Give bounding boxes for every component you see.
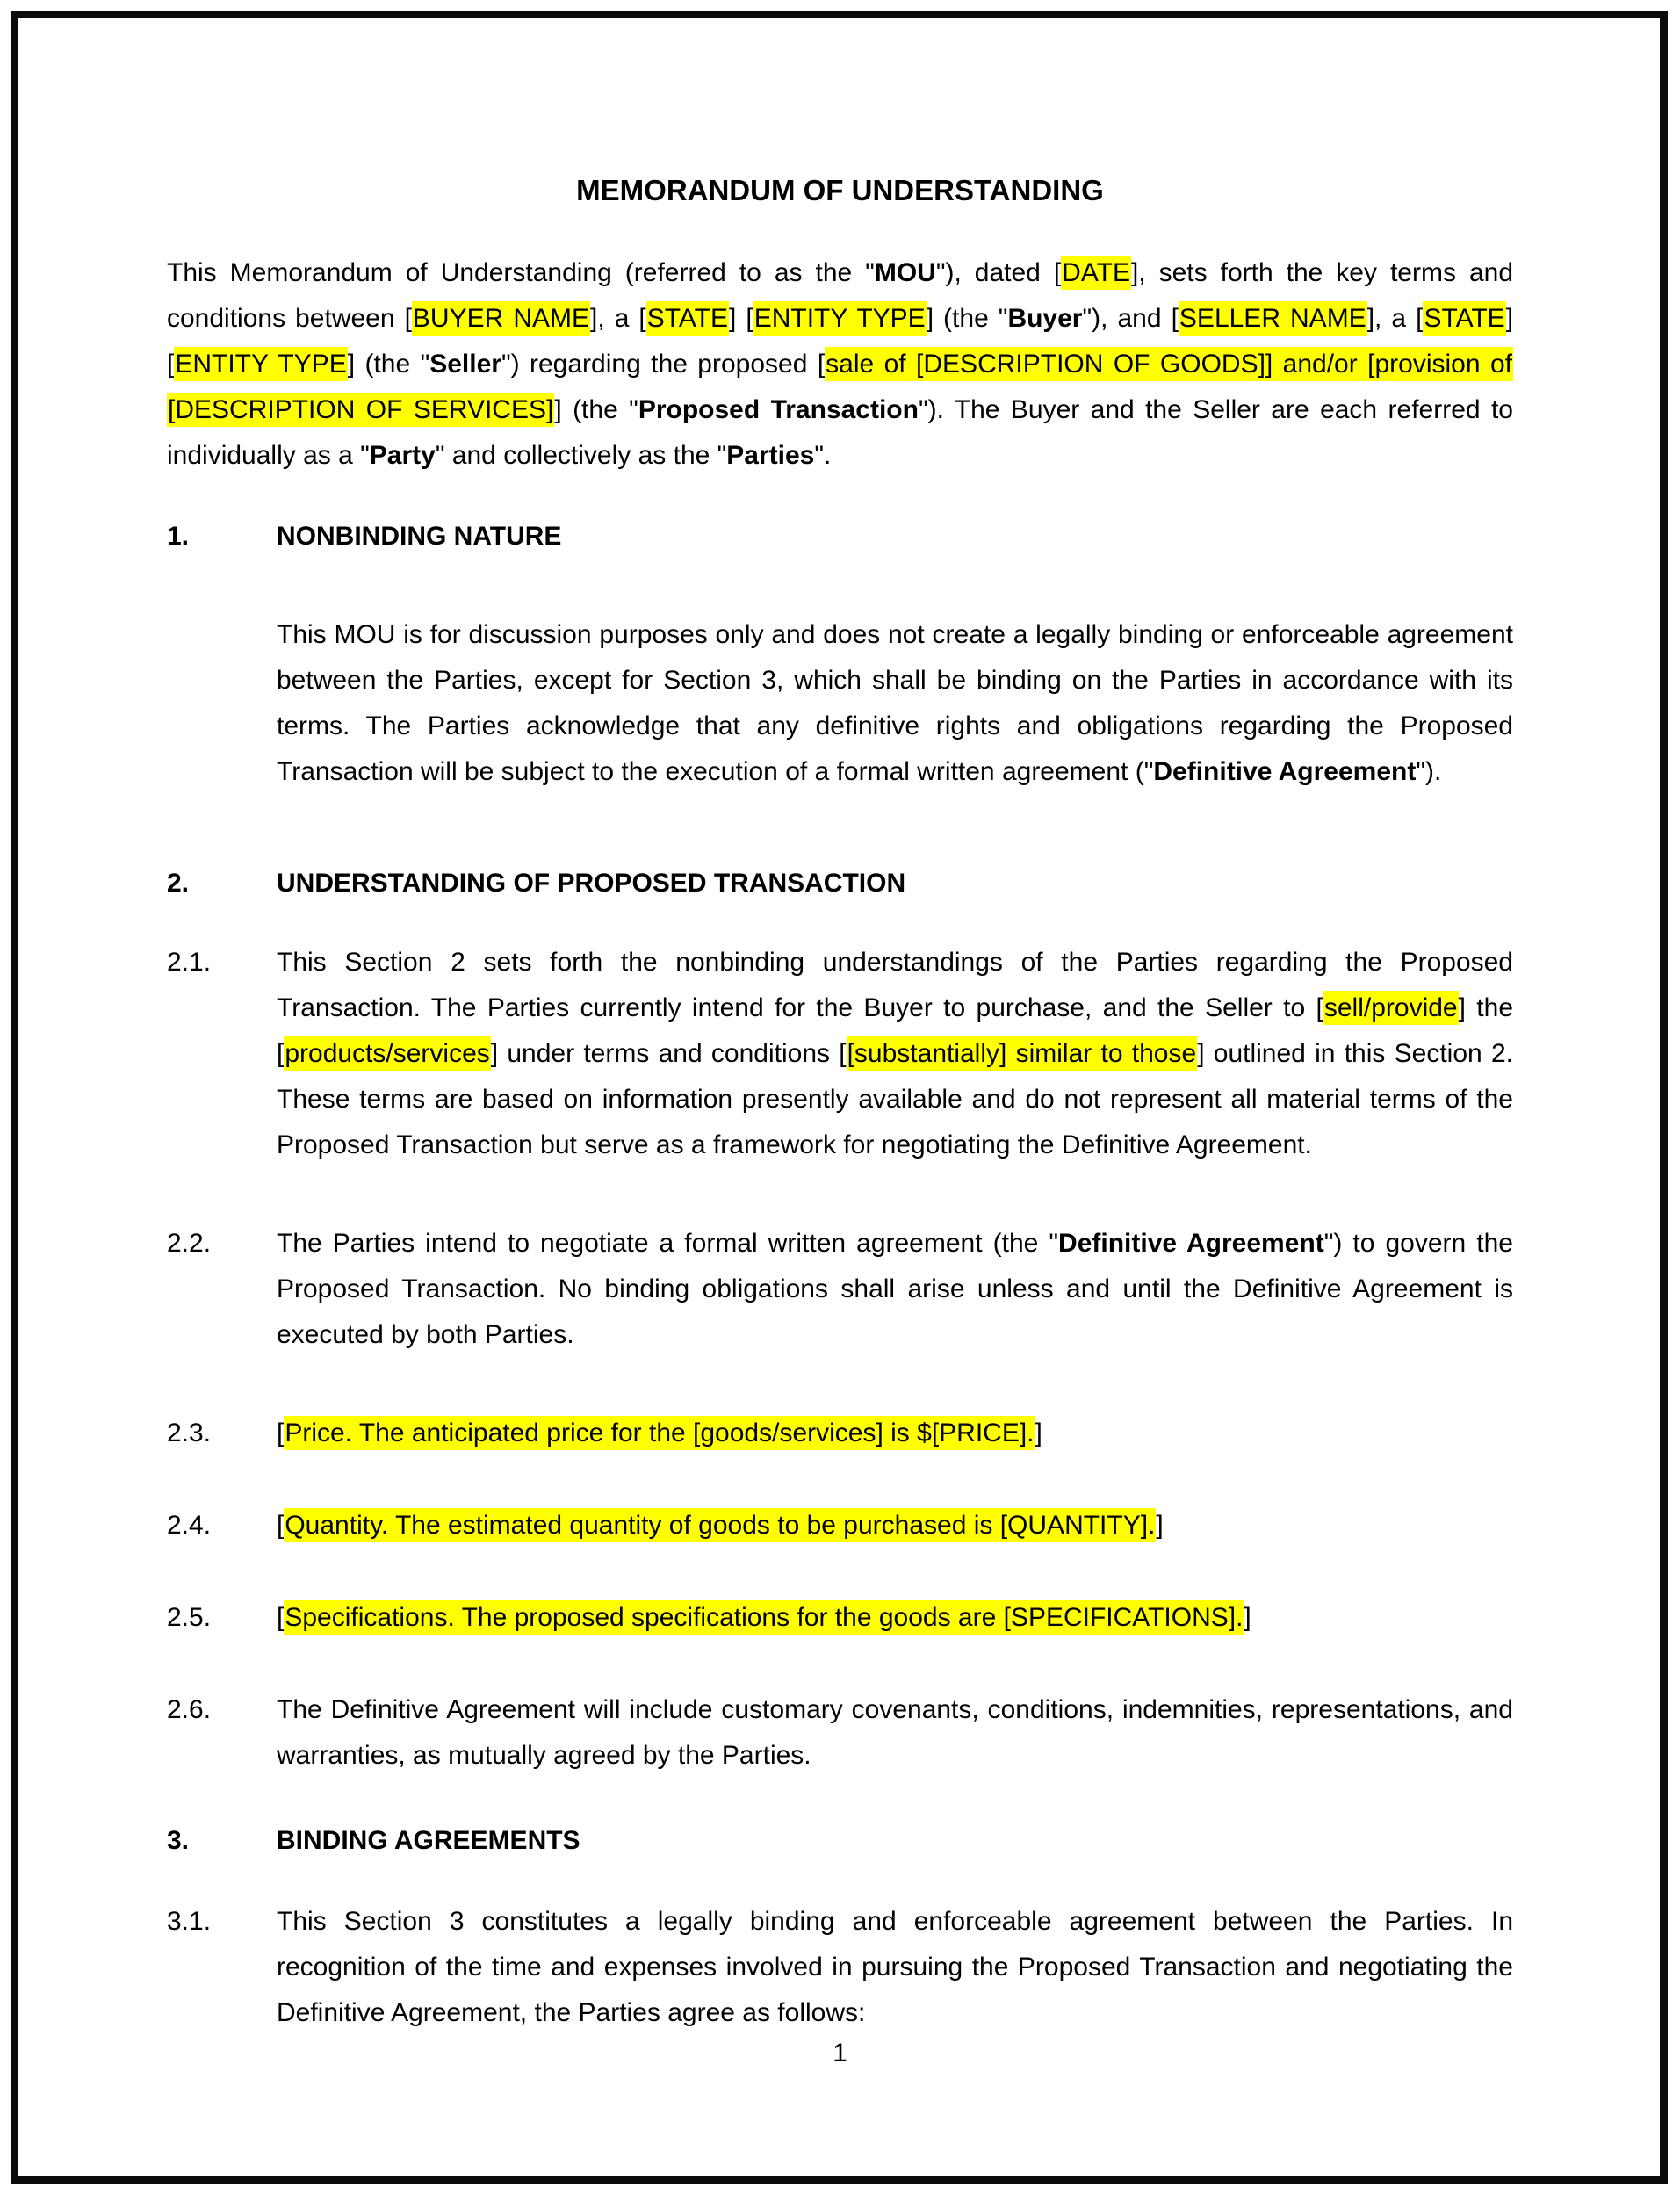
- page-content: [167, 165, 1513, 2076]
- text-run: ], sets forth the key terms and conditions between [: [167, 258, 1514, 333]
- text-run: ], a [: [1366, 304, 1424, 333]
- numbered-paragraph: [167, 940, 1513, 1168]
- text-run: ") regarding the proposed [: [501, 350, 826, 379]
- text-run: ]: [1156, 1511, 1164, 1540]
- clause-number: 2.6.: [167, 1695, 212, 1724]
- section-number: 1.: [167, 522, 190, 551]
- numbered-paragraph: [167, 1411, 1513, 1456]
- indented-paragraph: [167, 612, 1513, 795]
- numbered-paragraph: [167, 1687, 1513, 1779]
- text-run: Seller: [429, 350, 501, 379]
- clause-text: [277, 1595, 1513, 1641]
- text-run: ] the [: [277, 993, 1514, 1068]
- text-run: ").: [1416, 757, 1442, 786]
- text-run: This Section 3 constitutes a legally binding and enforceable agreement between the Parties. In recognition of the time and expenses involved in pursuing the Proposed Transaction and negotiating the Definitive Agreement, the Parties agree as follows:: [277, 1907, 1513, 2027]
- highlighted-text-run: BUYER NAME: [412, 301, 590, 336]
- text-run: This MOU is for discussion purposes only and does not create a legally binding or enforceable agreement between the Parties, except for Section 3, which shall be binding on the Parties in accordance with its terms. The Parties acknowledge that any definitive rights and obligations regarding the Proposed Transaction will be subject to the execution of a formal written agreement (": [277, 620, 1513, 786]
- text-run: Proposed Transaction: [638, 395, 919, 424]
- numbered-paragraph: [167, 1899, 1513, 2036]
- text-run: " and collectively as the ": [435, 441, 727, 470]
- section-heading-text: NONBINDING NATURE: [277, 522, 562, 551]
- clause-text: [277, 1687, 1513, 1779]
- highlighted-text-run: Specifications. The proposed specifications for the goods are [SPECIFICATIONS].: [284, 1600, 1244, 1635]
- text-run: [: [277, 1419, 285, 1448]
- paragraph-text: [277, 612, 1513, 795]
- highlighted-text-run: ENTITY TYPE: [174, 347, 347, 381]
- highlighted-text-run: products/services: [284, 1036, 490, 1071]
- clause-text: [277, 1503, 1513, 1549]
- text-run: This Memorandum of Understanding (referred to as the ": [167, 258, 875, 287]
- text-run: [: [277, 1511, 285, 1540]
- clause-number: 2.3.: [167, 1419, 212, 1448]
- numbered-paragraph: [167, 1595, 1513, 1641]
- clause-text: [277, 1411, 1513, 1456]
- highlighted-text-run: [substantially] similar to those: [847, 1036, 1198, 1071]
- clause-number: 2.5.: [167, 1603, 212, 1632]
- text-run: Buyer: [1007, 304, 1083, 333]
- highlighted-text-run: Price. The anticipated price for the [goods/services] is $[PRICE].: [284, 1416, 1035, 1450]
- page-number: 1: [833, 2039, 847, 2068]
- paragraph: [167, 250, 1513, 479]
- text-run: ], a [: [590, 304, 646, 333]
- clause-text: [277, 940, 1513, 1168]
- text-run: ] (the ": [554, 395, 638, 424]
- highlighted-text-run: DATE: [1061, 256, 1131, 290]
- highlighted-text-run: STATE: [1423, 301, 1505, 336]
- section-heading: [167, 861, 1513, 906]
- text-run: ] (the ": [347, 350, 430, 379]
- clause-number: 2.1.: [167, 948, 212, 977]
- text-run: Parties: [726, 441, 815, 470]
- clause-text: [277, 1221, 1513, 1358]
- text-run: This Section 2 sets forth the nonbinding understandings of the Parties regarding the Proposed Transaction. The Parties currently intend for the Buyer to purchase, and the Seller to [: [277, 948, 1513, 1022]
- document-body: [167, 250, 1513, 2036]
- text-run: "), dated [: [935, 258, 1062, 287]
- section-heading-text: BINDING AGREEMENTS: [277, 1826, 580, 1855]
- text-run: The Definitive Agreement will include customary covenants, conditions, indemnities, representations, and warranties, as mutually agreed by the Parties.: [277, 1695, 1513, 1770]
- numbered-paragraph: [167, 1503, 1513, 1549]
- clause-number: 3.1.: [167, 1907, 212, 1936]
- text-run: ") to govern the Proposed Transaction. No binding obligations shall arise unless and until the Definitive Agreement is executed by both Parties.: [277, 1229, 1513, 1349]
- highlighted-text-run: STATE: [646, 301, 729, 336]
- text-run: ".: [814, 441, 832, 470]
- text-run: Definitive Agreement: [1153, 757, 1417, 786]
- text-run: ] outlined in this Section 2. These terms are based on information presently available and do not represent all material terms of the Proposed Transaction but serve as a framework for negotiating the Definitive Agreement.: [277, 1039, 1513, 1159]
- clause-number: 2.2.: [167, 1229, 212, 1258]
- numbered-paragraph: [167, 1221, 1513, 1358]
- text-run: ] [: [167, 304, 1514, 379]
- clause-text: [277, 1899, 1513, 2036]
- text-run: "). The Buyer and the Seller are each referred to individually as a ": [167, 395, 1513, 470]
- text-run: The Parties intend to negotiate a formal written agreement (the ": [277, 1229, 1059, 1258]
- text-run: ] (the ": [926, 304, 1008, 333]
- highlighted-text-run: sell/provide: [1323, 991, 1459, 1025]
- highlighted-text-run: Quantity. The estimated quantity of goods to be purchased is [QUANTITY].: [284, 1508, 1156, 1542]
- text-run: Party: [369, 441, 436, 470]
- text-run: MOU: [874, 258, 936, 287]
- section-heading: [167, 514, 1513, 560]
- document-title: MEMORANDUM OF UNDERSTANDING: [576, 174, 1104, 206]
- section-number: 2.: [167, 869, 190, 898]
- text-run: ]: [1035, 1419, 1042, 1448]
- clause-number: 2.4.: [167, 1511, 212, 1540]
- highlighted-text-run: sale of [DESCRIPTION OF GOODS]] and/or [provision of [DESCRIPTION OF SERVICES]: [167, 347, 1513, 427]
- section-number: 3.: [167, 1826, 190, 1855]
- text-run: ]: [1244, 1603, 1251, 1632]
- text-run: ] [: [729, 304, 753, 333]
- text-run: "), and [: [1082, 304, 1179, 333]
- section-heading-text: UNDERSTANDING OF PROPOSED TRANSACTION: [277, 869, 906, 898]
- text-run: ] under terms and conditions [: [490, 1039, 847, 1068]
- section-heading: [167, 1818, 1513, 1864]
- highlighted-text-run: ENTITY TYPE: [753, 301, 927, 336]
- text-run: [: [277, 1603, 285, 1632]
- text-run: Definitive Agreement: [1058, 1229, 1324, 1258]
- highlighted-text-run: SELLER NAME: [1179, 301, 1367, 336]
